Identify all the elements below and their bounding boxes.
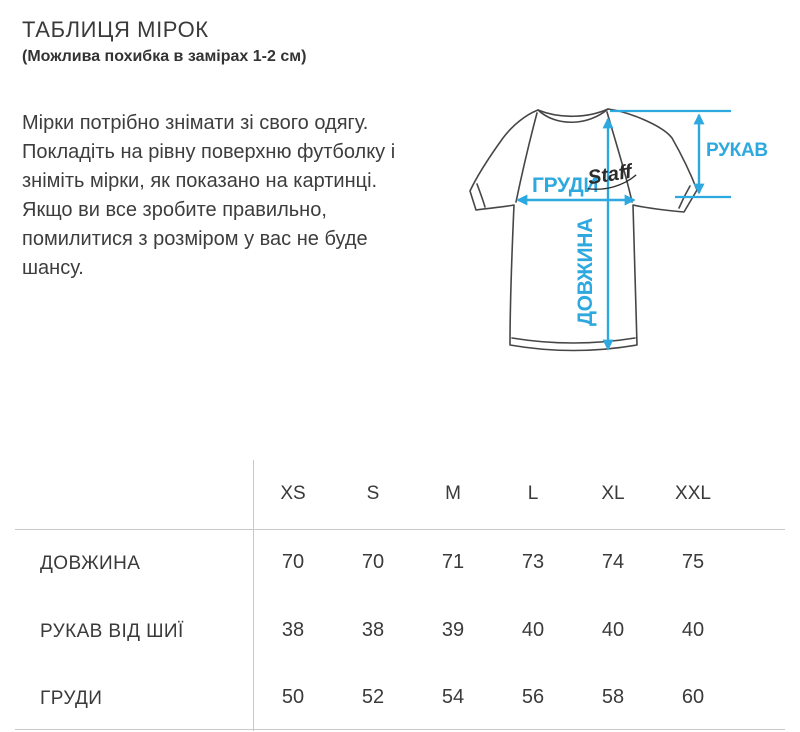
row-label-length: ДОВЖИНА (40, 553, 141, 574)
table-cell: 52 (361, 686, 385, 708)
page-subtitle: (Можлива похибка в замірах 1-2 см) (22, 48, 307, 65)
brand-logo-text: Staff (586, 160, 634, 190)
chest-label: ГРУДИ (532, 174, 599, 197)
row-label-chest: ГРУДИ (40, 688, 103, 709)
size-column-header: XS (280, 483, 306, 504)
table-cell: 56 (521, 686, 545, 708)
table-row-chest (253, 686, 733, 709)
table-cell: 40 (521, 619, 545, 641)
table-cell: 60 (681, 686, 705, 708)
table-cell: 40 (601, 619, 625, 641)
table-header-divider (15, 529, 785, 530)
table-bottom-divider (15, 729, 785, 730)
table-cell: 54 (441, 686, 465, 708)
table-cell: 74 (601, 551, 625, 573)
size-table-header-row (253, 483, 733, 505)
length-label: ДОВЖИНА (574, 218, 597, 326)
row-label-sleeve: РУКАВ ВІД ШИЇ (40, 621, 184, 642)
size-column-header: XL (601, 483, 625, 504)
table-row-length (253, 551, 733, 574)
table-cell: 58 (601, 686, 625, 708)
sleeve-label: РУКАВ (706, 140, 768, 161)
table-row-sleeve (253, 619, 733, 642)
size-column-header: M (445, 483, 461, 504)
table-cell: 70 (361, 551, 385, 573)
table-cell: 70 (281, 551, 305, 573)
table-cell: 73 (521, 551, 545, 573)
table-cell: 38 (281, 619, 305, 641)
size-column-header: L (527, 483, 539, 504)
table-cell: 75 (681, 551, 705, 573)
tshirt-measurement-diagram (430, 88, 800, 383)
table-cell: 38 (361, 619, 385, 641)
size-column-header: S (366, 483, 380, 504)
page-title: ТАБЛИЦЯ МІРОК (22, 17, 209, 42)
size-column-header: XXL (675, 483, 711, 504)
table-cell: 40 (681, 619, 705, 641)
measurement-instructions: Мірки потрібно знімати зі свого одягу. Покладіть на рівну поверхню футболку і зніміть мірки, як показано на картинці. Якщо ви все зробите правильно, помилитися з розміром у вас не буде шансу. (22, 112, 396, 279)
table-cell: 71 (441, 551, 465, 573)
table-cell: 39 (441, 619, 465, 641)
table-cell: 50 (281, 686, 305, 708)
